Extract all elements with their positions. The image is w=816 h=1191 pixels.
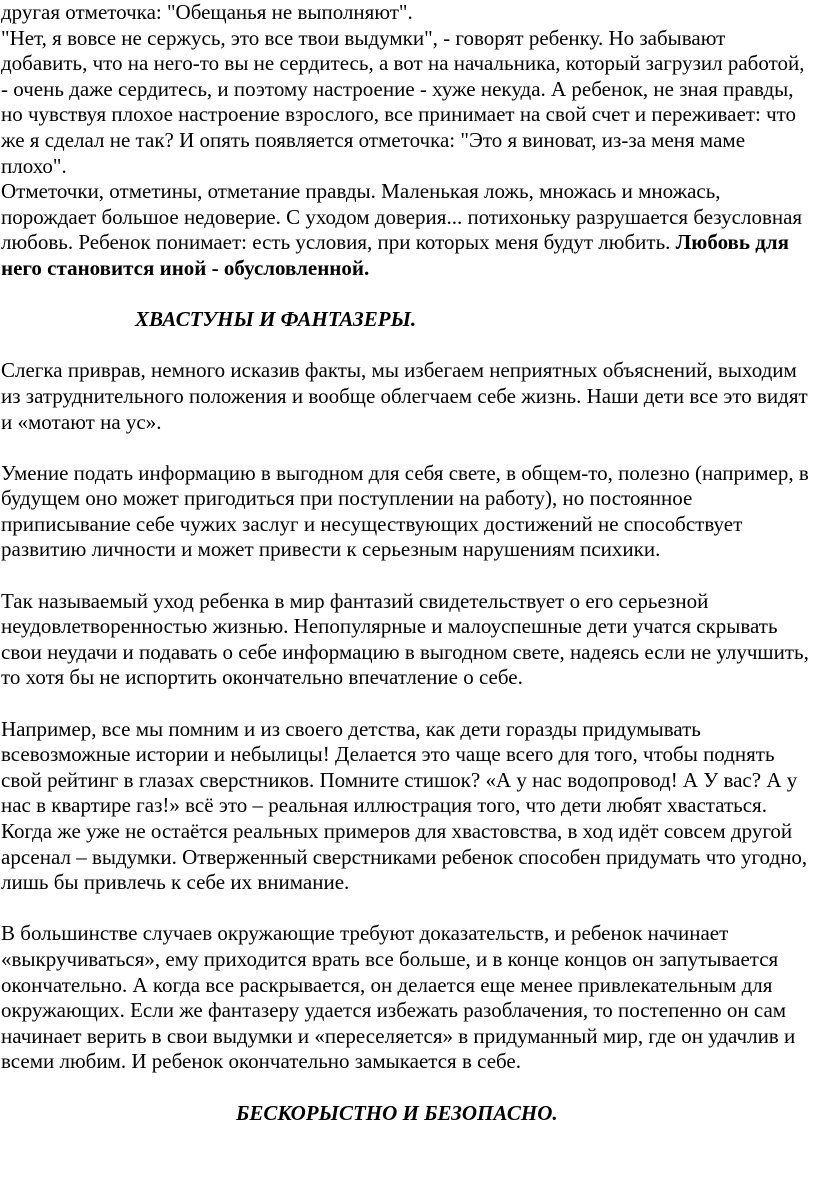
paragraph-6: Так называемый уход ребенка в мир фантазий свидетельствует о его серьезной неудовлетворенностью жизнью. Непопулярные и малоуспешные дети учатся скрывать свои неудачи и подавать о себе информацию в выгодном свете, надеясь если не улучшить, то хотя бы не испортить окончательно впечатление о себе. (1, 588, 809, 690)
paragraph-4: Слегка приврав, немного исказив факты, мы избегаем неприятных объяснений, выходим из затруднительного положения и вообще облегчаем себе жизнь. Наши дети все это видят и «мотают на ус». (1, 358, 808, 434)
paragraph-3-bold: Любовь для него становится иной - обусловленной. (1, 230, 790, 280)
paragraph-2: "Нет, я вовсе не сержусь, это все твои выдумки", - говорят ребенку. Но забывают добавить, что на него-то вы не сердитесь, а вот на начальника, который загрузил работой, - очень даже сердитесь, и поэтому настроение - хуже некуда. А ребенок, не зная правды, но чувствуя плохое настроение взрослого, все принимает на свой счет и переживает: что же я сделал не так? И опять появляется отметочка: "Это я виноват, из-за меня маме плохо". (1, 25, 805, 178)
paragraph-1: другая отметочка: "Обещанья не выполняют". (1, 0, 413, 24)
paragraph-3 (1, 179, 810, 281)
paragraph-5: Умение подать информацию в выгодном для себя свете, в общем-то, полезно (например, в будущем оно может пригодиться при поступлении на работу), но постоянное приписывание себе чужих заслуг и несуществующих достижений не способствует развитию личности и может привести к серьезным нарушениям психики. (1, 460, 809, 562)
paragraph-8: В большинстве случаев окружающие требуют доказательств, и ребенок начинает «выкручиваться», ему приходится врать все больше, и в конце концов он запутывается окончательно. А когда все раскрывается, он делается еще менее привлекательным для окружающих. Если же фантазеру удается избежать разоблачения, то постепенно он сам начинает верить в свои выдумки и «переселяется» в придуманный мир, где он удачлив и всеми любим. И ребенок окончательно замыкается в себе. (1, 921, 796, 1074)
section-heading-selfless: БЕСКОРЫСТНО И БЕЗОПАСНО. (236, 1100, 558, 1125)
paragraph-7: Например, все мы помним и из своего детства, как дети горазды придумывать всевозможные истории и небылицы! Делается это чаще всего для того, чтобы поднять свой рейтинг в глазах сверстников. Помните стишок? «А у нас водопровод! А У вас? А у нас в квартире газ!» всё это – реальная иллюстрация того, что дети любят хвастаться. Когда же уже не остаётся реальных примеров для хвастовства, в ход идёт совсем другой арсенал – выдумки. Отверженный сверстниками ребенок способен придумать что угодно, лишь бы привлечь к себе их внимание. (1, 716, 808, 895)
paragraph-3-text: Отметочки, отметины, отметание правды. Маленькая ложь, множась и множась, порождает большое недоверие. С уходом доверия... потихоньку разрушается безусловная любовь. Ребенок понимает: есть условия, при которых меня будут любить. (1, 179, 803, 255)
section-heading-boasters: ХВАСТУНЫ И ФАНТАЗЕРЫ. (135, 307, 417, 332)
